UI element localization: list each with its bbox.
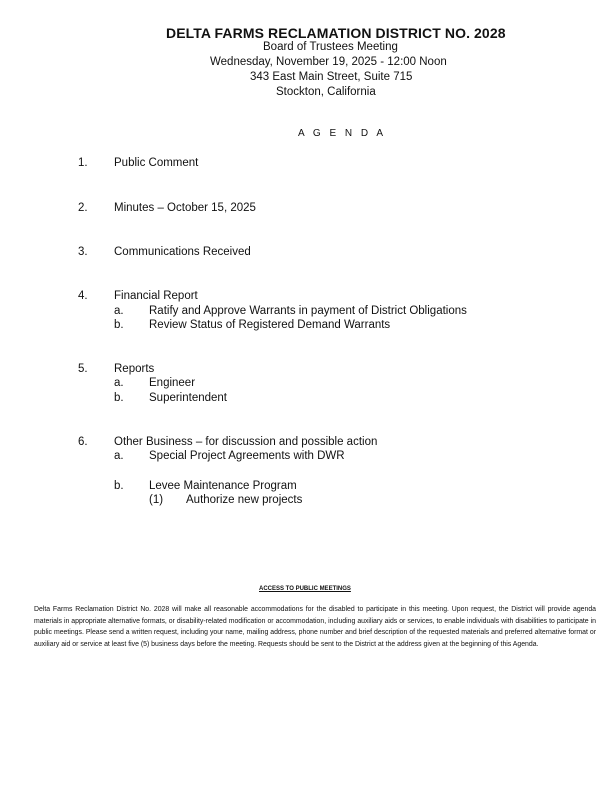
item-2-text: Minutes – October 15, 2025	[114, 202, 256, 214]
agenda-heading: A G E N D A	[298, 128, 387, 139]
item-4-number: 4.	[78, 290, 88, 302]
meeting-datetime: Wednesday, November 19, 2025 - 12:00 Noon	[210, 56, 447, 68]
item-3-text: Communications Received	[114, 246, 251, 258]
item-6b1-text: Authorize new projects	[186, 494, 303, 506]
item-5-text: Reports	[114, 363, 155, 375]
ada-notice-body: Delta Farms Reclamation District No. 2028 will make all reasonable accommodations for the disabled to participate in this meeting. Upon request, the District will provide agenda materials in appropriate alternative formats, or disability-related modification or accommodation, including auxiliary aids or services, to enable individuals with disabilities to participate in public meetings. Please send a written request, including your name, mailing address, phone number and brief description of the requested materials and preferred alternative format or auxiliary aid or service at least five (5) business days before the meeting. Requests should be sent to the District at the address given at the beginning of this Agenda.	[34, 606, 596, 648]
item-6b-text: Levee Maintenance Program	[149, 480, 297, 492]
meeting-address: 343 East Main Street, Suite 715	[250, 71, 413, 83]
item-3-number: 3.	[78, 246, 88, 258]
item-2-number: 2.	[78, 202, 88, 214]
item-6b1-number: (1)	[149, 494, 164, 506]
item-5b-text: Superintendent	[149, 392, 228, 404]
item-6a-letter: a.	[114, 450, 124, 462]
item-5a-text: Engineer	[149, 377, 196, 389]
item-5b-letter: b.	[114, 392, 124, 404]
item-4a-letter: a.	[114, 305, 124, 317]
ada-notice-title: ACCESS TO PUBLIC MEETINGS	[259, 586, 351, 592]
item-6b-letter: b.	[114, 480, 124, 492]
item-4b-letter: b.	[114, 319, 124, 331]
item-4a-text: Ratify and Approve Warrants in payment of District Obligations	[149, 305, 467, 317]
item-4b-text: Review Status of Registered Demand Warrants	[149, 319, 391, 331]
meeting-subtitle: Board of Trustees Meeting	[263, 41, 398, 53]
item-1-text: Public Comment	[114, 157, 199, 169]
item-1-number: 1.	[78, 157, 88, 169]
item-6a-text: Special Project Agreements with DWR	[149, 450, 345, 462]
meeting-city: Stockton, California	[276, 86, 376, 98]
district-title: DELTA FARMS RECLAMATION DISTRICT NO. 2028	[166, 25, 506, 41]
item-6-number: 6.	[78, 436, 88, 448]
item-6-text: Other Business – for discussion and possible action	[114, 436, 378, 448]
item-5-number: 5.	[78, 363, 88, 375]
item-5a-letter: a.	[114, 377, 124, 389]
item-4-text: Financial Report	[114, 290, 198, 302]
